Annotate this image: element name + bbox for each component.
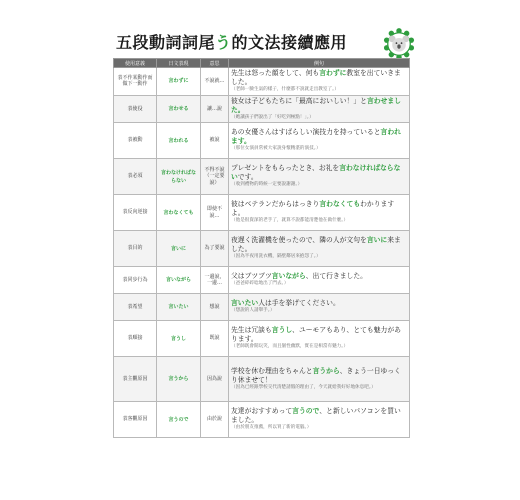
example-text: 彼はベテランだからはっきり xyxy=(231,200,320,209)
header-usage: 使用意義 xyxy=(114,59,157,68)
example-text: 友達がおすすめって xyxy=(231,407,293,416)
usage-cell: 表順接 xyxy=(114,321,157,357)
meaning-cell: 由於說 xyxy=(201,402,229,438)
expression-cell: 言わずに xyxy=(157,68,201,96)
title-suffix: 的文法接續應用 xyxy=(231,33,348,52)
usage-cell: 表不作某動作而做下一動作 xyxy=(114,68,157,96)
example-text: 学校を休む理由をちゃんと xyxy=(231,366,313,375)
table-row xyxy=(114,321,410,357)
example-cell xyxy=(229,294,410,321)
usage-cell: 表目的 xyxy=(114,231,157,267)
example-japanese xyxy=(231,69,407,87)
koala-mascot-icon xyxy=(382,27,416,61)
expression-cell: 言いたい xyxy=(157,294,201,321)
example-text: 先生は冗談も xyxy=(231,326,272,335)
expression-cell: 言わなくても xyxy=(157,195,201,231)
example-text: 夜遅く洗濯機を使ったので、隣の人が文句を xyxy=(231,236,367,245)
example-text: プレゼントをもらったとき、お礼を xyxy=(231,164,340,173)
expression-cell: 言うし xyxy=(157,321,201,357)
example-highlight: 言わなければならない xyxy=(231,164,401,182)
table-row xyxy=(114,159,410,195)
header-expression: 日文表現 xyxy=(157,59,201,68)
page-title xyxy=(116,30,347,53)
example-cell xyxy=(229,95,410,123)
meaning-cell: 因為說 xyxy=(201,357,229,402)
example-cell xyxy=(229,68,410,96)
usage-cell: 表必須 xyxy=(114,159,157,195)
meaning-cell: 為了要說 xyxy=(201,231,229,267)
example-translation: （因為已經跟學校交代清楚請假的理由了，今天就給我好好地休息吧。） xyxy=(231,384,376,390)
example-japanese xyxy=(231,299,407,308)
example-text: 、と新しいパソコンを買いました。 xyxy=(231,407,401,425)
table-row xyxy=(114,231,410,267)
example-text: わかりますよ。 xyxy=(231,200,395,218)
example-highlight: 言うし xyxy=(271,326,293,335)
example-japanese xyxy=(231,164,407,182)
header-meaning: 意思 xyxy=(201,59,229,68)
example-translation: （由於朋友推薦，所以買了新的電腦。） xyxy=(231,425,312,431)
example-cell xyxy=(229,321,410,357)
usage-cell: 表反向逆接 xyxy=(114,195,157,231)
example-translation: （老師一臉生氣的樣子，什麼都不說就走出教室了。） xyxy=(231,87,339,92)
table-row xyxy=(114,402,410,438)
example-translation: （她讓孩子們說出了「好吃到極點！」。） xyxy=(231,114,314,120)
example-cell xyxy=(229,159,410,195)
example-highlight: 言いながら xyxy=(271,272,306,281)
example-highlight: 言いたい xyxy=(231,299,259,308)
meaning-cell: 讓…說 xyxy=(201,95,229,123)
example-text: あの女優さんはすばらしい演技力を持っていると xyxy=(231,128,381,137)
table-row xyxy=(114,68,410,96)
example-text: 来ました。 xyxy=(231,236,401,254)
meaning-cell: 不得不說（一定要說） xyxy=(201,159,229,195)
example-cell xyxy=(229,195,410,231)
example-cell xyxy=(229,357,410,402)
example-translation: （那位女演員常被大家說身懷精湛的演技。） xyxy=(231,146,321,152)
example-highlight: 言いに xyxy=(366,236,388,245)
header-example: 例句 xyxy=(229,59,410,68)
example-cell xyxy=(229,402,410,438)
usage-cell: 表同步行為 xyxy=(114,267,157,294)
meaning-cell: 不說就… xyxy=(201,68,229,96)
example-text: 、ユーモアもあり、とても魅力があります。 xyxy=(231,326,401,344)
usage-cell: 表被動 xyxy=(114,123,157,159)
example-highlight: 言われます。 xyxy=(231,128,401,146)
usage-cell: 表使役 xyxy=(114,95,157,123)
expression-cell: 言われる xyxy=(157,123,201,159)
example-translation: （因為半夜用洗衣機，隔壁鄰居來抱怨了。） xyxy=(231,254,321,260)
example-japanese xyxy=(231,200,407,218)
example-highlight: 言うから xyxy=(312,366,340,375)
example-japanese xyxy=(231,128,407,146)
meaning-cell: 被說 xyxy=(201,123,229,159)
grammar-table xyxy=(113,58,410,438)
table-header-row xyxy=(114,59,410,68)
example-japanese xyxy=(231,367,407,385)
example-japanese xyxy=(231,236,407,254)
example-text: 人は手を挙げてください。 xyxy=(258,299,340,308)
meaning-cell: 既說 xyxy=(201,321,229,357)
expression-cell: 言わせる xyxy=(157,95,201,123)
example-highlight: 言わなくても xyxy=(319,200,361,209)
table-row xyxy=(114,95,410,123)
usage-cell: 表客觀原因 xyxy=(114,402,157,438)
example-highlight: 言うので xyxy=(292,407,320,416)
expression-cell: 言いながら xyxy=(157,267,201,294)
example-japanese xyxy=(231,326,407,344)
table-row xyxy=(114,294,410,321)
example-translation: （想說的人請舉手。） xyxy=(231,308,275,314)
example-translation: （收到禮物的時候一定要說謝謝。） xyxy=(231,182,303,188)
expression-cell: 言わなければならない xyxy=(157,159,201,195)
example-text: 、きょう一日ゆっくり休ませて！ xyxy=(231,366,401,384)
example-translation: （老師既會開玩笑，而且個性幽默，實在是相當有魅力。） xyxy=(231,344,349,350)
example-japanese xyxy=(231,97,407,115)
example-text: 父はブツブツ xyxy=(231,272,272,281)
table-row xyxy=(114,357,410,402)
table-row xyxy=(114,267,410,294)
example-translation: （爸爸碎碎唸地出了門去。） xyxy=(231,281,289,287)
usage-cell: 表希望 xyxy=(114,294,157,321)
example-cell xyxy=(229,123,410,159)
table-row xyxy=(114,195,410,231)
example-japanese xyxy=(231,407,407,425)
expression-cell: 言うから xyxy=(157,357,201,402)
example-cell xyxy=(229,267,410,294)
expression-cell: 言うので xyxy=(157,402,201,438)
usage-cell: 表主觀原因 xyxy=(114,357,157,402)
example-highlight: 言わずに xyxy=(319,69,347,77)
example-translation: （他是很資深的老手了，就算不說都能清楚他在做什麼。） xyxy=(231,218,349,224)
example-text: 、出て行きました。 xyxy=(305,272,367,281)
example-text: 彼女は子どもたちに「最高においしい！」と xyxy=(231,96,367,105)
title-highlight: う xyxy=(215,33,232,52)
meaning-cell: 一邊說，一邊… xyxy=(201,267,229,294)
example-text: 教室を出ていきました。 xyxy=(231,69,401,86)
meaning-cell: 即使不說… xyxy=(201,195,229,231)
example-text: です。 xyxy=(237,173,258,182)
example-highlight: 言わせました。 xyxy=(231,96,401,114)
example-japanese xyxy=(231,272,407,281)
example-cell xyxy=(229,231,410,267)
meaning-cell: 想說 xyxy=(201,294,229,321)
expression-cell: 言いに xyxy=(157,231,201,267)
title-prefix: 五段動詞詞尾 xyxy=(116,33,216,52)
table-row xyxy=(114,123,410,159)
example-text: 先生は怒った顔をして、何も xyxy=(231,69,320,77)
